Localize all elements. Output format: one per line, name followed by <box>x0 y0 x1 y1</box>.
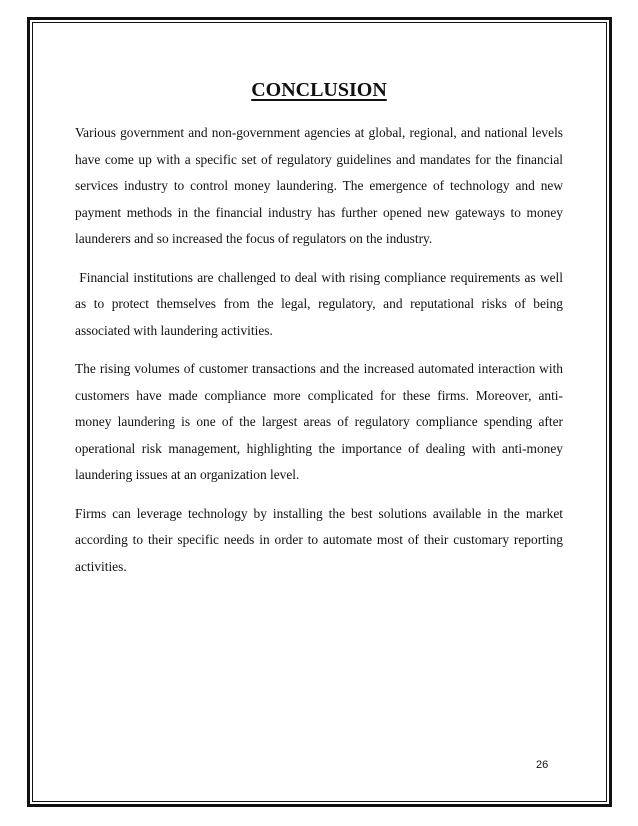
paragraph-2: Financial institutions are challenged to deal with rising compliance requirements as well as to protect themselves from the legal, regulatory, and reputational risks of being associated with laundering activities. <box>75 269 567 338</box>
paragraph-4: Firms can leverage technology by installing the best solutions available in the market according to their specific needs in order to automate most of their customary reporting activities. <box>75 505 563 574</box>
page-number: 26 <box>536 759 549 771</box>
paragraph-3: The rising volumes of customer transactions and the increased automated interaction with customers have made compliance more complicated for these firms. Moreover, anti-money laundering is one of the largest areas of regulatory compliance spending after operational risk management, highlighting the importance of dealing with anti-money laundering issues at an organization level. <box>75 361 563 482</box>
page-content <box>75 74 567 592</box>
page-title: CONCLUSION <box>251 79 387 101</box>
paragraph-1: Various government and non-government agencies at global, regional, and national levels have come up with a specific set of regulatory guidelines and mandates for the financial services industry to control money laundering. The emergence of technology and new payment methods in the financial industry has further opened new gateways to money launderers and so increased the focus of regulators on the industry. <box>75 125 563 246</box>
